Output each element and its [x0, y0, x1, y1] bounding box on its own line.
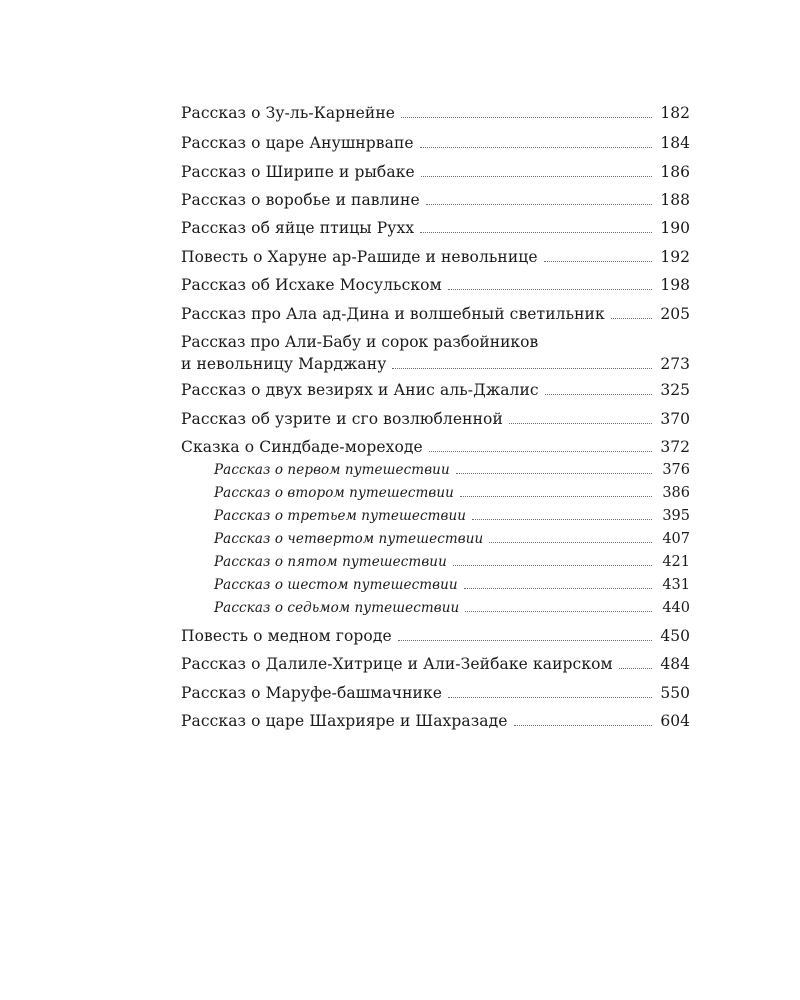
toc-entry-title: Рассказ о Ширипе и рыбаке [181, 163, 415, 181]
toc-entry-title: Рассказ о Зу-ль-Карнейне [181, 104, 396, 122]
toc-entry-multiline [181, 333, 690, 373]
toc-entry [181, 438, 690, 456]
toc-subentry-page: 395 [662, 508, 690, 524]
toc-entry [181, 712, 690, 730]
toc-entry-title: Рассказ про Ала ад-Дина и волшебный светильник [181, 305, 605, 323]
toc-entry [181, 627, 690, 645]
toc-subentry-page: 376 [662, 462, 690, 478]
toc-subentry [181, 577, 690, 594]
toc-subentry-title: Рассказ о пятом путешествии [214, 554, 447, 570]
toc-entry-title: Рассказ о царе Анушнрвапе [181, 134, 414, 152]
dot-leader [448, 697, 652, 698]
toc-entry-title: Рассказ об Исхаке Мосульском [181, 276, 442, 294]
toc-entry-page: 273 [660, 355, 690, 373]
toc-entry-page: 372 [660, 438, 690, 456]
toc-subentry [181, 600, 690, 617]
toc-entry-page: 325 [660, 381, 690, 399]
toc-entry [181, 410, 690, 428]
toc-entry-page: 192 [660, 248, 690, 266]
toc-entry-page: 550 [660, 684, 690, 702]
dot-leader [456, 473, 652, 474]
toc-subentry-title: Рассказ о третьем путешествии [214, 508, 467, 524]
toc-entry [181, 248, 690, 266]
toc-entry [181, 381, 690, 399]
dot-leader [421, 176, 652, 177]
dot-leader [420, 232, 652, 233]
toc-entry-page: 484 [660, 655, 690, 673]
toc-entry-title: Рассказ об яйце птицы Рухх [181, 219, 415, 237]
toc-subentry-page: 407 [662, 531, 690, 547]
toc-entry-title: Рассказ о Маруфе-башмачнике [181, 684, 443, 702]
toc-entry-title-line2: и невольницу Марджану [181, 355, 387, 373]
toc-entry-page: 184 [660, 134, 690, 152]
toc-entry-title: Рассказ о Далиле-Хитрице и Али-Зейбаке каирском [181, 655, 613, 673]
toc-entry [181, 163, 690, 181]
toc-subentry-page: 440 [662, 600, 690, 616]
toc-entry [181, 219, 690, 237]
toc-entry-page: 370 [660, 410, 690, 428]
toc-entry-page: 450 [660, 627, 690, 645]
toc-subentry-title: Рассказ о четвертом путешествии [214, 531, 484, 547]
dot-leader [426, 204, 652, 205]
toc-subentry-title: Рассказ о шестом путешествии [214, 577, 458, 593]
toc-entry-page: 604 [660, 712, 690, 730]
dot-leader [544, 261, 652, 262]
dot-leader [619, 668, 652, 669]
dot-leader [472, 519, 652, 520]
dot-leader [420, 147, 652, 148]
dot-leader [429, 451, 652, 452]
toc-entry-title: Повесть о медном городе [181, 627, 392, 645]
dot-leader [611, 318, 652, 319]
toc-entry-page: 198 [660, 276, 690, 294]
toc-entry [181, 191, 690, 209]
toc-subentry [181, 462, 690, 479]
toc-subentry-title: Рассказ о седьмом путешествии [214, 600, 460, 616]
dot-leader [489, 542, 652, 543]
toc-entry-title: Рассказ о двух везирях и Анис аль-Джалис [181, 381, 539, 399]
toc-entry-line2 [181, 355, 690, 373]
dot-leader [460, 496, 652, 497]
toc-subentry-page: 421 [662, 554, 690, 570]
toc-subentry [181, 485, 690, 502]
toc-entry [181, 104, 690, 122]
toc-entry-page: 186 [660, 163, 690, 181]
toc-entry-page: 182 [660, 104, 690, 122]
dot-leader [464, 588, 652, 589]
toc-entry [181, 134, 690, 152]
toc-entry-page: 205 [660, 305, 690, 323]
toc-subentry [181, 508, 690, 525]
toc-subentry [181, 554, 690, 571]
toc-entry [181, 655, 690, 673]
dot-leader [514, 725, 652, 726]
toc-subentry-title: Рассказ о первом путешествии [214, 462, 450, 478]
toc-entry-title: Рассказ о царе Шахрияре и Шахразаде [181, 712, 508, 730]
toc-subentry [181, 531, 690, 548]
dot-leader [453, 565, 652, 566]
toc-subentry-title: Рассказ о втором путешествии [214, 485, 454, 501]
dot-leader [545, 394, 652, 395]
dot-leader [401, 117, 652, 118]
dot-leader [465, 611, 652, 612]
toc-subentry-page: 386 [662, 485, 690, 501]
dot-leader [509, 423, 652, 424]
toc-entry-title-line1: Рассказ про Али-Бабу и сорок разбойников [181, 333, 539, 351]
toc-entry-title: Рассказ о воробье и павлине [181, 191, 420, 209]
toc-entry-title: Повесть о Харуне ар-Рашиде и невольнице [181, 248, 538, 266]
dot-leader [398, 640, 652, 641]
toc-entry-page: 188 [660, 191, 690, 209]
toc-entry-title: Рассказ об узрите и сго возлюбленной [181, 410, 503, 428]
toc-entry [181, 305, 690, 323]
toc-subentry-page: 431 [662, 577, 690, 593]
toc-entry [181, 684, 690, 702]
toc-entry-title: Сказка о Синдбаде-мореходе [181, 438, 423, 456]
dot-leader [448, 289, 652, 290]
toc-entry-page: 190 [660, 219, 690, 237]
toc-entry [181, 276, 690, 294]
dot-leader [392, 368, 652, 369]
